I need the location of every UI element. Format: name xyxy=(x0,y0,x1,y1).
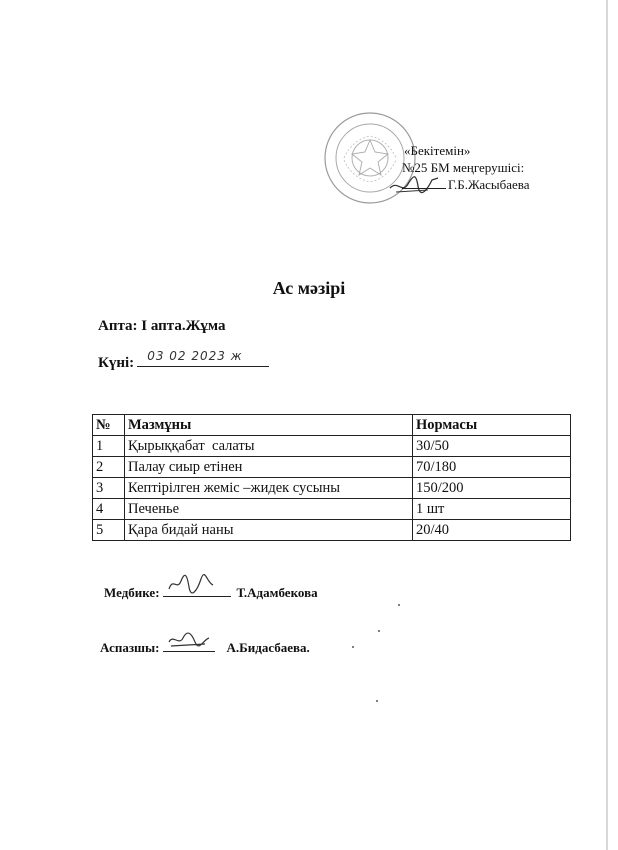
row-norm: 30/50 xyxy=(413,436,571,457)
row-norm: 150/200 xyxy=(413,478,571,499)
nurse-label: Медбике: xyxy=(104,585,160,600)
cook-label: Аспазшы: xyxy=(100,640,160,655)
table-row xyxy=(93,436,571,457)
page-title: Ас мәзірі xyxy=(272,278,346,298)
approval-signature-blank xyxy=(402,176,446,189)
row-dish: Қырыққабат салаты xyxy=(125,436,413,457)
row-number: 1 xyxy=(93,436,125,457)
row-number: 5 xyxy=(93,520,125,541)
approval-line-approve: «Бекітемін» xyxy=(404,143,471,158)
nurse-signature-line xyxy=(104,583,318,601)
approval-line-position: №25 БМ меңгерушісі: xyxy=(402,160,525,175)
approval-block xyxy=(402,142,530,193)
row-norm: 1 шт xyxy=(413,499,571,520)
table-row xyxy=(93,499,571,520)
row-dish: Палау сиыр етінен xyxy=(125,457,413,478)
approval-line-name: Г.Б.Жасыбаева xyxy=(448,177,530,192)
date-blank xyxy=(137,350,269,367)
nurse-signature-icon xyxy=(167,573,215,595)
cook-name: А.Бидасбаева. xyxy=(226,640,310,655)
row-dish: Қара бидай наны xyxy=(125,520,413,541)
row-norm: 20/40 xyxy=(413,520,571,541)
scan-speck xyxy=(376,700,378,702)
row-number: 4 xyxy=(93,499,125,520)
scan-speck xyxy=(378,630,380,632)
row-number: 2 xyxy=(93,457,125,478)
table-header-row xyxy=(93,415,571,436)
row-norm: 70/180 xyxy=(413,457,571,478)
row-number: 3 xyxy=(93,478,125,499)
row-dish: Печенье xyxy=(125,499,413,520)
week-label: Апта: І апта.Жұма xyxy=(98,318,226,334)
scan-speck xyxy=(352,646,354,648)
table-row xyxy=(93,478,571,499)
table-row xyxy=(93,457,571,478)
table-row xyxy=(93,520,571,541)
date-label: Күні: xyxy=(98,355,135,371)
scan-edge-line xyxy=(606,0,608,850)
nurse-name: Т.Адамбекова xyxy=(236,585,318,600)
cook-signature-blank xyxy=(163,638,215,652)
nurse-signature-blank xyxy=(163,583,231,597)
header-content: Мазмұны xyxy=(125,415,413,436)
header-number: № xyxy=(93,415,125,436)
date-handwritten: 03 02 2023 ж xyxy=(147,349,243,363)
scan-speck xyxy=(398,604,400,606)
cook-signature-icon xyxy=(167,628,211,650)
header-norm: Нормасы xyxy=(413,415,571,436)
row-dish: Кептірілген жеміс –жидек сусыны xyxy=(125,478,413,499)
cook-signature-line xyxy=(100,638,310,656)
date-row xyxy=(98,350,269,372)
menu-table xyxy=(92,414,571,541)
